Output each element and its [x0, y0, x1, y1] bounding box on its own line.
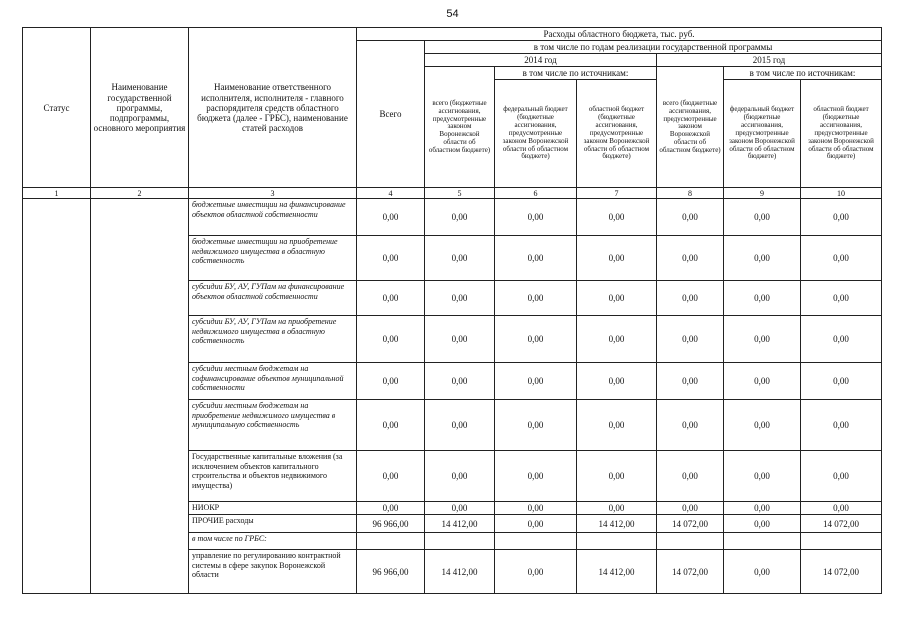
value-cell-col10: 0,00: [801, 502, 882, 515]
header-year-2015: 2015 год: [657, 54, 882, 67]
value-cell-col8: 0,00: [657, 502, 724, 515]
value-cell-col6: 0,00: [495, 316, 577, 363]
value-cell-col5: 0,00: [425, 363, 495, 400]
colnum-2: 2: [91, 188, 189, 199]
value-cell-col8: 14 072,00: [657, 550, 724, 594]
colnum-4: 4: [357, 188, 425, 199]
value-cell-col5: 0,00: [425, 281, 495, 316]
value-cell-col4: 0,00: [357, 281, 425, 316]
value-cell-col4: 0,00: [357, 363, 425, 400]
value-cell-col10: 0,00: [801, 451, 882, 502]
header-total: Всего: [357, 41, 425, 188]
value-cell-col7: 0,00: [577, 199, 657, 236]
value-cell-col4: 0,00: [357, 236, 425, 281]
budget-table: [22, 27, 882, 594]
expense-item-name: ПРОЧИЕ расходы: [189, 515, 357, 533]
value-cell-col4: 0,00: [357, 316, 425, 363]
expense-item-name: субсидии местным бюджетам на софинансирование объектов муниципальной собственности: [189, 363, 357, 400]
header-col7: областной бюджет (бюджетные ассигнования, предусмотренные законом Воронежской области об областном бюджете): [577, 80, 657, 188]
value-cell-col6: 0,00: [495, 515, 577, 533]
header-col5: всего (бюджетные ассигнования, предусмотренные законом Воронежской области об областном бюджете): [425, 67, 495, 188]
value-cell-col4: 0,00: [357, 199, 425, 236]
value-cell-col8: [657, 533, 724, 550]
value-cell-col10: 0,00: [801, 363, 882, 400]
expense-item-name: субсидии БУ, АУ, ГУПам на финансирование объектов областной собственности: [189, 281, 357, 316]
value-cell-col5: 0,00: [425, 400, 495, 451]
value-cell-col5: 14 412,00: [425, 550, 495, 594]
value-cell-col10: 0,00: [801, 316, 882, 363]
value-cell-col8: 0,00: [657, 281, 724, 316]
status-cell: [23, 199, 91, 594]
value-cell-col7: 14 412,00: [577, 550, 657, 594]
colnum-10: 10: [801, 188, 882, 199]
value-cell-col6: 0,00: [495, 502, 577, 515]
expense-item-name: бюджетные инвестиции на финансирование объектов областной собственности: [189, 199, 357, 236]
value-cell-col7: 0,00: [577, 316, 657, 363]
value-cell-col6: 0,00: [495, 199, 577, 236]
header-year-2014: 2014 год: [425, 54, 657, 67]
colnum-5: 5: [425, 188, 495, 199]
value-cell-col10: 14 072,00: [801, 550, 882, 594]
header-col8: всего (бюджетные ассигнования, предусмотренные законом Воронежской области об областном бюджете): [657, 67, 724, 188]
value-cell-col4: 0,00: [357, 451, 425, 502]
value-cell-col7: 14 412,00: [577, 515, 657, 533]
header-col6: федеральный бюджет (бюджетные ассигнования, предусмотренные законом Воронежской области об областном бюджете): [495, 80, 577, 188]
page-number: 54: [446, 8, 459, 20]
header-col10: областной бюджет (бюджетные ассигнования, предусмотренные законом Воронежской области об областном бюджете): [801, 80, 882, 188]
header-col9: федеральный бюджет (бюджетные ассигнования, предусмотренные законом Воронежской области об областном бюджете): [724, 80, 801, 188]
expense-item-name: НИОКР: [189, 502, 357, 515]
expense-item-name: управление по регулированию контрактной системы в сфере закупок Воронежской области: [189, 550, 357, 594]
value-cell-col4: [357, 533, 425, 550]
value-cell-col5: 14 412,00: [425, 515, 495, 533]
value-cell-col10: 0,00: [801, 400, 882, 451]
value-cell-col7: 0,00: [577, 281, 657, 316]
value-cell-col8: 14 072,00: [657, 515, 724, 533]
value-cell-col7: [577, 533, 657, 550]
value-cell-col5: 0,00: [425, 502, 495, 515]
value-cell-col8: 0,00: [657, 400, 724, 451]
value-cell-col6: 0,00: [495, 363, 577, 400]
expense-item-name: субсидии БУ, АУ, ГУПам на приобретение недвижимого имущества в областную собственность: [189, 316, 357, 363]
value-cell-col7: 0,00: [577, 502, 657, 515]
value-cell-col5: 0,00: [425, 199, 495, 236]
value-cell-col9: 0,00: [724, 451, 801, 502]
colnum-9: 9: [724, 188, 801, 199]
expense-item-name: в том числе по ГРБС:: [189, 533, 357, 550]
colnum-8: 8: [657, 188, 724, 199]
value-cell-col5: 0,00: [425, 236, 495, 281]
value-cell-col6: 0,00: [495, 451, 577, 502]
value-cell-col8: 0,00: [657, 236, 724, 281]
value-cell-col9: 0,00: [724, 199, 801, 236]
column-numbers-row: [23, 188, 882, 199]
value-cell-col10: 14 072,00: [801, 515, 882, 533]
value-cell-col9: 0,00: [724, 281, 801, 316]
colnum-7: 7: [577, 188, 657, 199]
value-cell-col9: 0,00: [724, 363, 801, 400]
value-cell-col5: [425, 533, 495, 550]
value-cell-col9: 0,00: [724, 400, 801, 451]
value-cell-col6: 0,00: [495, 400, 577, 451]
value-cell-col7: 0,00: [577, 400, 657, 451]
program-cell: [91, 199, 189, 594]
value-cell-col7: 0,00: [577, 451, 657, 502]
value-cell-col4: 0,00: [357, 502, 425, 515]
value-cell-col5: 0,00: [425, 316, 495, 363]
expense-item-name: Государственные капитальные вложения (за исключением объектов капитального строительства и объектов недвижимого имущества): [189, 451, 357, 502]
value-cell-col9: 0,00: [724, 502, 801, 515]
value-cell-col4: 96 966,00: [357, 515, 425, 533]
colnum-1: 1: [23, 188, 91, 199]
colnum-6: 6: [495, 188, 577, 199]
header-sources-2014: в том числе по источникам:: [495, 67, 657, 80]
value-cell-col4: 96 966,00: [357, 550, 425, 594]
value-cell-col10: 0,00: [801, 236, 882, 281]
value-cell-col10: 0,00: [801, 281, 882, 316]
value-cell-col9: [724, 533, 801, 550]
header-program-name: Наименование государственной программы, подпрограммы, основного мероприятия: [91, 28, 189, 188]
table-row: [23, 199, 882, 236]
header-by-years: в том числе по годам реализации государственной программы: [425, 41, 882, 54]
value-cell-col5: 0,00: [425, 451, 495, 502]
value-cell-col9: 0,00: [724, 515, 801, 533]
value-cell-col9: 0,00: [724, 316, 801, 363]
header-expenses-title: Расходы областного бюджета, тыс. руб.: [357, 28, 882, 41]
colnum-3: 3: [189, 188, 357, 199]
expense-item-name: бюджетные инвестиции на приобретение недвижимого имущества в областную собственность: [189, 236, 357, 281]
expense-item-name: субсидии местным бюджетам на приобретение недвижимого имущества в муниципальную собственность: [189, 400, 357, 451]
value-cell-col4: 0,00: [357, 400, 425, 451]
value-cell-col10: [801, 533, 882, 550]
value-cell-col9: 0,00: [724, 550, 801, 594]
header-executor: Наименование ответственного исполнителя, исполнителя - главного распорядителя средств областного бюджета (далее - ГРБС), наименование статей расходов: [189, 28, 357, 188]
value-cell-col8: 0,00: [657, 363, 724, 400]
value-cell-col7: 0,00: [577, 236, 657, 281]
value-cell-col8: 0,00: [657, 199, 724, 236]
header-status: Статус: [23, 28, 91, 188]
value-cell-col9: 0,00: [724, 236, 801, 281]
value-cell-col8: 0,00: [657, 451, 724, 502]
value-cell-col8: 0,00: [657, 316, 724, 363]
value-cell-col6: 0,00: [495, 550, 577, 594]
header-sources-2015: в том числе по источникам:: [724, 67, 882, 80]
value-cell-col7: 0,00: [577, 363, 657, 400]
value-cell-col6: 0,00: [495, 281, 577, 316]
value-cell-col6: 0,00: [495, 236, 577, 281]
value-cell-col6: [495, 533, 577, 550]
value-cell-col10: 0,00: [801, 199, 882, 236]
